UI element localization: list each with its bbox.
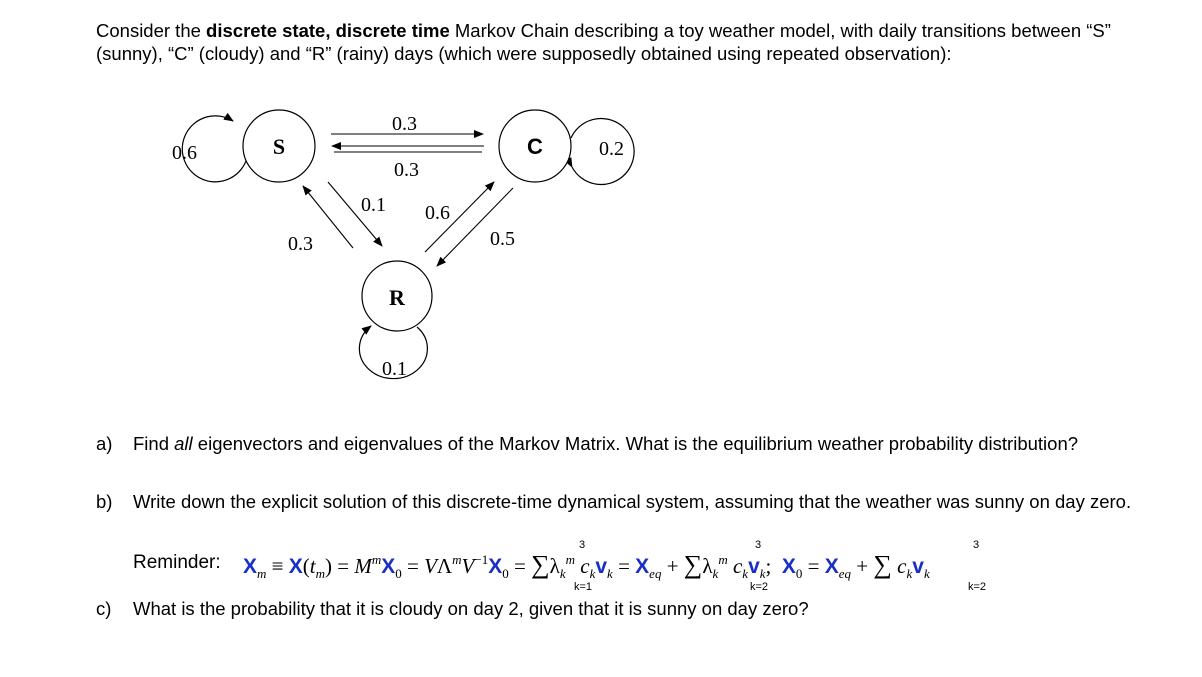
edge-c-to-r	[437, 188, 513, 266]
prob-s-self: 0.6	[172, 142, 197, 164]
intro-paragraph: Consider the discrete state, discrete time Markov Chain describing a toy weather model, with daily transitions between “S” (sunny), “C” (cloudy) and “R” (rainy) days (which were supposedly obtained using repeated observation):	[96, 20, 1111, 64]
prob-c-to-s: 0.3	[394, 159, 419, 181]
prob-r-self: 0.1	[382, 358, 407, 380]
sum3-lower: k=2	[968, 581, 987, 593]
sum3-upper: 3	[973, 539, 980, 551]
question-c-text: What is the probability that it is cloudy on day 2, given that it is sunny on day zero?	[133, 598, 809, 619]
prob-s-to-c: 0.3	[392, 113, 417, 135]
sum1-lower: k=1	[574, 581, 593, 593]
prob-c-to-r: 0.5	[490, 228, 515, 250]
prob-c-self: 0.2	[599, 138, 624, 160]
sum2-lower: k=2	[750, 581, 769, 593]
node-c-label: C	[527, 134, 543, 159]
question-c-marker: c)	[96, 598, 112, 619]
question-b-marker: b)	[96, 491, 113, 512]
node-s-label: S	[272, 134, 286, 159]
sum2-upper: 3	[755, 539, 762, 551]
question-a-text: Find all eigenvectors and eigenvalues of the Markov Matrix. What is the equilibrium weather probability distribution?	[133, 433, 1079, 454]
prob-s-to-r: 0.1	[361, 194, 386, 216]
intro-bold-phrase: discrete state, discrete time	[206, 20, 450, 41]
sum1-upper: 3	[579, 539, 586, 551]
prob-r-to-c: 0.6	[425, 202, 450, 224]
prob-r-to-s: 0.3	[288, 233, 313, 255]
reminder-label: Reminder:	[133, 552, 221, 573]
question-b-text: Write down the explicit solution of this discrete-time dynamical system, assuming that the weather was sunny on day zero.	[133, 491, 1132, 512]
node-r-label: R	[389, 285, 405, 310]
question-a-marker: a)	[96, 433, 113, 454]
